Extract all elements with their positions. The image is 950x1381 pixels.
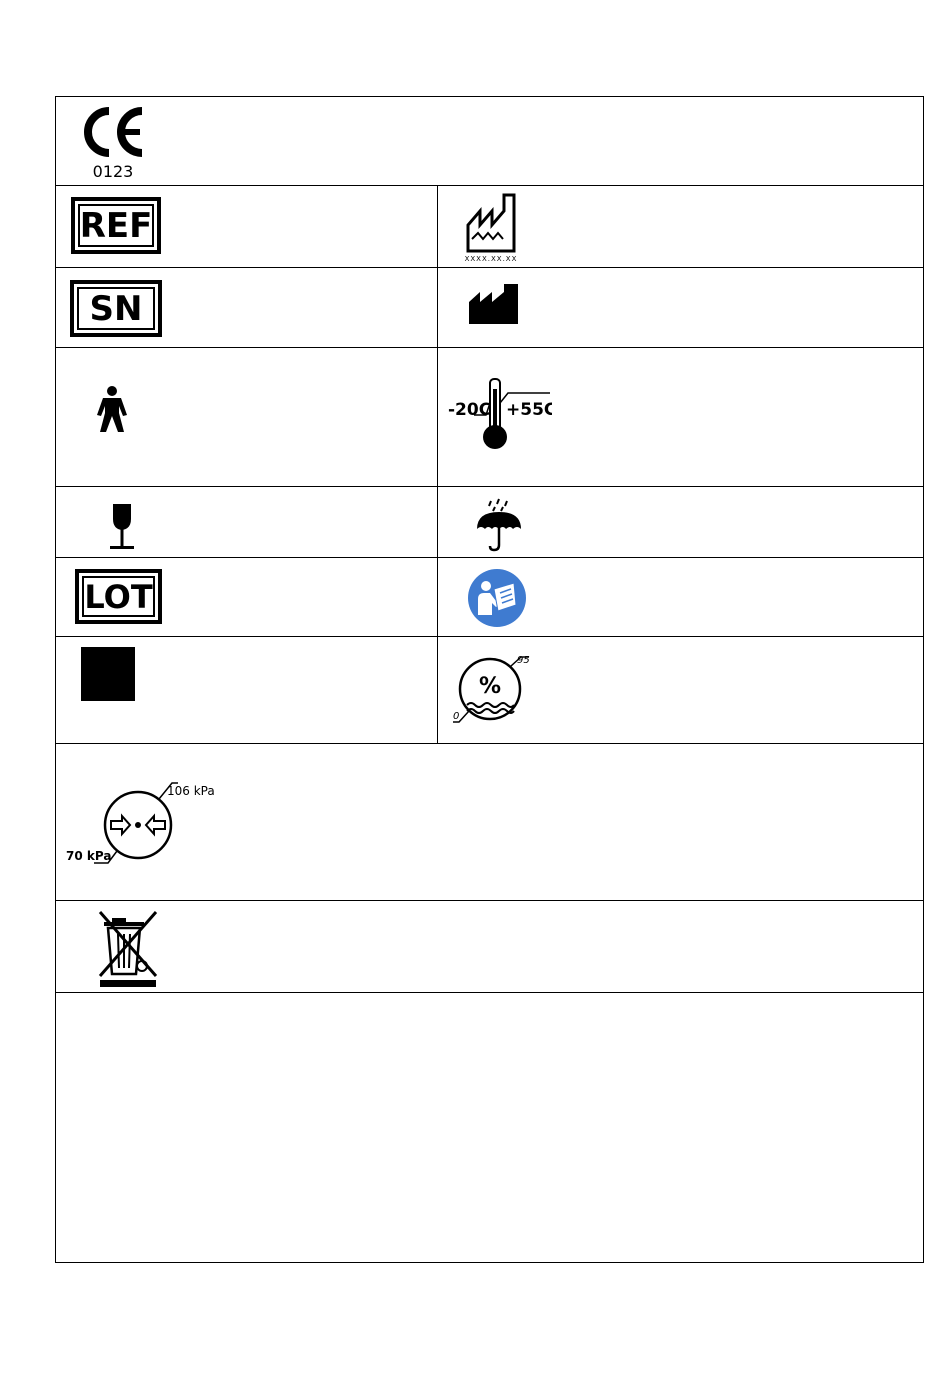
ref-icon <box>71 197 161 254</box>
temperature-high-label: +55C <box>506 400 552 420</box>
humidity-high-label: 95 <box>517 655 530 666</box>
row-divider <box>56 267 923 268</box>
pressure-low-label: 70 kPa <box>66 849 112 863</box>
ce-mark-icon <box>78 103 148 181</box>
fragile-glass-icon <box>106 502 138 552</box>
humidity-low-label: 0 <box>453 711 460 722</box>
column-divider <box>437 185 438 743</box>
humidity-percent-symbol: % <box>478 674 502 699</box>
row-divider <box>56 347 923 348</box>
row-divider <box>56 900 923 901</box>
row-divider <box>56 636 923 637</box>
humidity-limit-icon <box>451 649 531 729</box>
ref-label: REF <box>79 205 153 246</box>
row-divider <box>56 486 923 487</box>
black-square-icon <box>81 647 135 701</box>
weee-crossed-bin-icon <box>96 910 162 988</box>
consult-instructions-icon <box>466 567 528 629</box>
row-divider <box>56 992 923 993</box>
type-b-applied-part-icon <box>90 385 134 435</box>
atmospheric-pressure-icon <box>66 777 218 873</box>
sn-icon <box>70 280 162 337</box>
row-divider <box>56 185 923 186</box>
date-of-manufacture-icon <box>463 193 529 263</box>
lot-icon <box>75 569 162 624</box>
keep-dry-umbrella-icon <box>473 497 525 553</box>
sn-label: SN <box>77 287 155 330</box>
row-divider <box>56 557 923 558</box>
temperature-limit-icon <box>446 375 552 453</box>
manufacturer-icon <box>466 282 522 326</box>
lot-label: LOT <box>82 576 155 617</box>
temperature-low-label: -20C <box>448 400 492 420</box>
ce-notified-body-number: 0123 <box>92 162 134 181</box>
symbols-table <box>55 96 924 1263</box>
pressure-high-label: 106 kPa <box>167 784 215 798</box>
row-divider <box>56 743 923 744</box>
date-code-text: XXXX.XX.XX <box>464 255 518 263</box>
